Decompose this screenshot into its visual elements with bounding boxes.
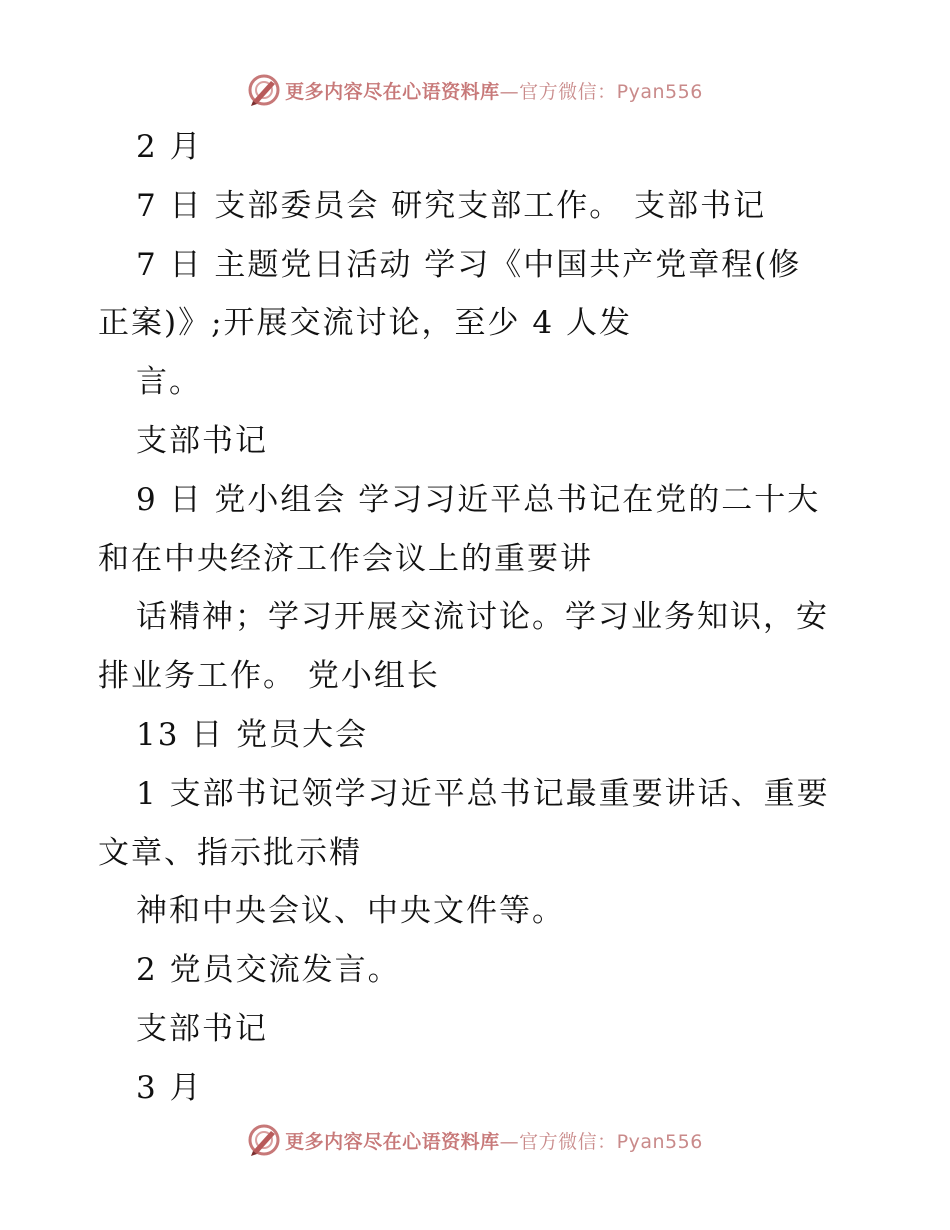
text-line: 话精神；学习开展交流讨论。学习业务知识，安 [136, 599, 829, 636]
footer-watermark-banner [0, 1120, 950, 1160]
footer-brand-text: 更多内容尽在心语资料库 [285, 1130, 500, 1153]
pen-logo-icon [247, 1123, 281, 1157]
footer-separator: — [499, 1130, 520, 1153]
header-wechat-text: 官方微信：Pyan556 [519, 80, 703, 103]
document-body [98, 118, 858, 1118]
text-line: 7 日 支部委员会 研究支部工作。 支部书记 [136, 187, 767, 224]
text-line: 3 月 [136, 1069, 203, 1106]
header-separator: — [499, 80, 520, 103]
text-line: 和在中央经济工作会议上的重要讲 [98, 540, 593, 577]
footer-wechat-text: 官方微信：Pyan556 [519, 1130, 703, 1153]
text-line: 文章、指示批示精 [98, 834, 362, 871]
text-line: 神和中央会议、中央文件等。 [136, 893, 565, 930]
text-line: 支部书记 [136, 1010, 268, 1047]
header-watermark-text [285, 77, 703, 104]
text-line: 正案)》;开展交流讨论，至少 4 人发 [98, 305, 632, 342]
text-line: 言。 [136, 364, 202, 401]
header-brand-text: 更多内容尽在心语资料库 [285, 80, 500, 103]
text-line: 支部书记 [136, 422, 268, 459]
header-watermark-banner [0, 70, 950, 110]
text-line: 排业务工作。 党小组长 [98, 658, 440, 695]
footer-watermark-text [285, 1127, 703, 1154]
text-line: 13 日 党员大会 [136, 716, 369, 753]
text-line: 7 日 主题党日活动 学习《中国共产党章程(修 [136, 246, 802, 283]
pen-logo-icon [247, 73, 281, 107]
text-line: 1 支部书记领学习近平总书记最重要讲话、重要 [136, 775, 830, 812]
text-line: 2 月 [136, 129, 203, 165]
text-line: 2 党员交流发言。 [136, 952, 401, 989]
text-line: 9 日 党小组会 学习习近平总书记在党的二十大 [136, 481, 821, 518]
